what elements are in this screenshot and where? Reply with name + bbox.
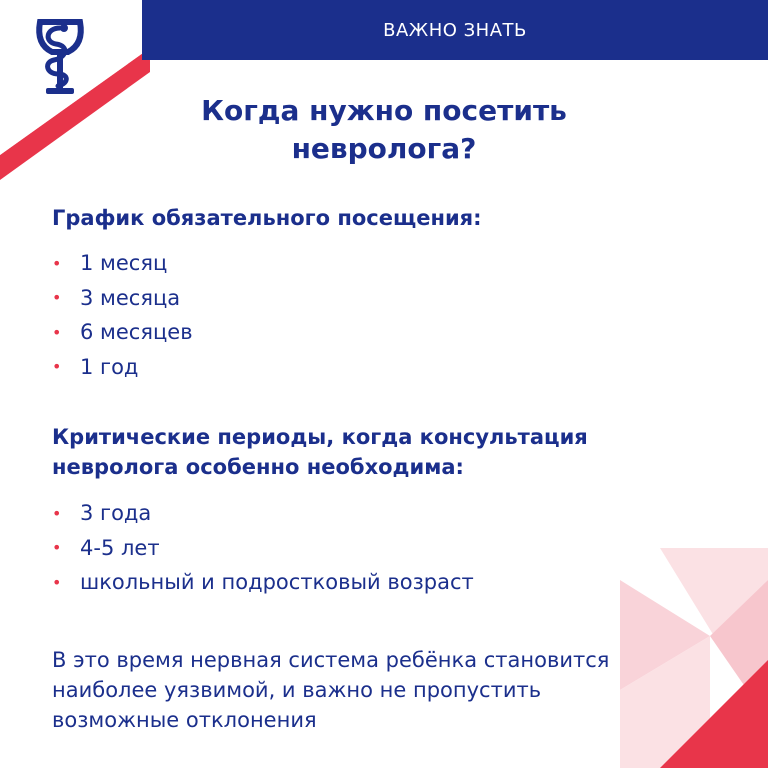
list-item: [52, 246, 193, 281]
list-item-label: школьный и подростковый возраст: [80, 570, 474, 595]
schedule-heading: График обязательного посещения:: [52, 206, 482, 230]
schedule-list: [52, 246, 193, 384]
list-item: [52, 315, 193, 350]
logo-snake: [48, 28, 67, 86]
page-title: [84, 92, 684, 168]
footer-note-line3: возможные отклонения: [52, 708, 317, 732]
list-item-label: 3 месяца: [80, 285, 181, 310]
page-title-line1: Когда нужно посетить: [201, 94, 567, 127]
list-item: [52, 565, 474, 600]
list-item-label: 3 года: [80, 501, 152, 526]
footer-note-line1: В это время нервная система ребёнка становится: [52, 648, 610, 672]
bullet-dot-icon: •: [52, 572, 62, 592]
critical-heading-line1: Критические периоды, когда консультация: [52, 425, 588, 449]
header-banner: [142, 0, 768, 60]
footer-note: [52, 645, 742, 735]
logo-base: [46, 88, 74, 94]
critical-heading: [52, 422, 712, 482]
list-item: [52, 531, 474, 566]
bullet-dot-icon: •: [52, 253, 62, 273]
page-title-line2: невролога?: [291, 132, 477, 165]
bullet-dot-icon: •: [52, 288, 62, 308]
bullet-dot-icon: •: [52, 357, 62, 377]
logo-snake-head: [60, 24, 68, 32]
critical-heading-line2: невролога особенно необходима:: [52, 455, 464, 479]
bullet-dot-icon: •: [52, 538, 62, 558]
list-item: [52, 350, 193, 385]
list-item: [52, 496, 474, 531]
list-item-label: 6 месяцев: [80, 320, 193, 345]
list-item-label: 1 месяц: [80, 251, 168, 276]
list-item-label: 1 год: [80, 354, 139, 379]
list-item: [52, 281, 193, 316]
bullet-dot-icon: •: [52, 503, 62, 523]
bowl-of-hygieia-icon: [26, 14, 94, 98]
critical-list: [52, 496, 474, 600]
list-item-label: 4-5 лет: [80, 535, 160, 560]
bullet-dot-icon: •: [52, 322, 62, 342]
logo-stem: [57, 54, 63, 90]
footer-note-line2: наиболее уязвимой, и важно не пропустить: [52, 678, 542, 702]
header-label: ВАЖНО ЗНАТЬ: [383, 19, 527, 41]
